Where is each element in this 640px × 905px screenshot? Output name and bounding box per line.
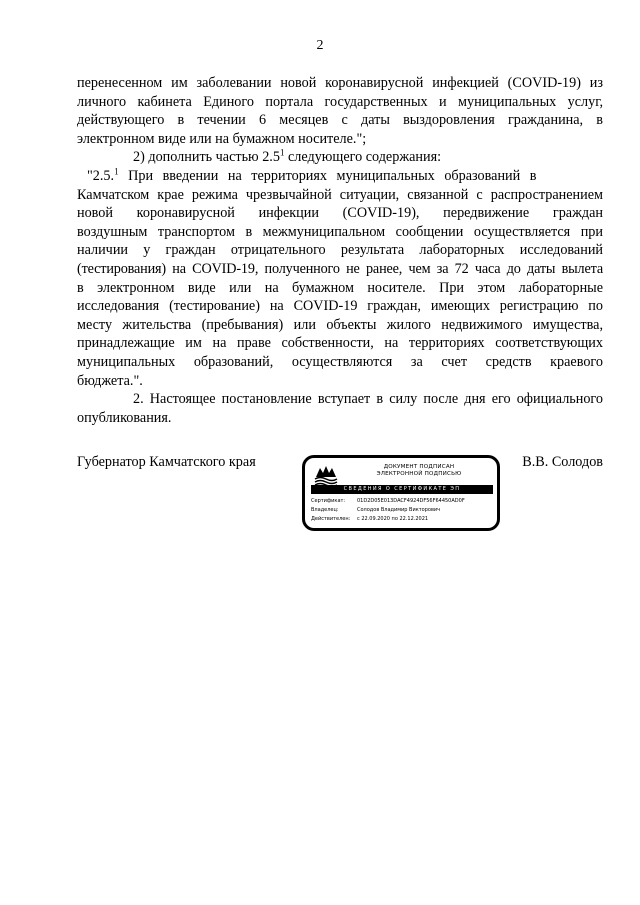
text-line: электронном виде или на бумажном носителе."; <box>77 130 367 147</box>
electronic-signature-stamp <box>302 455 500 531</box>
stamp-value: 01D2D05E013DACF4924DF56F64450AD0F <box>357 498 465 504</box>
stamp-label: Сертификат: <box>311 498 346 504</box>
stamp-title <box>345 464 493 478</box>
page-number: 2 <box>316 38 324 53</box>
text-fragment: "2.5. <box>87 167 115 184</box>
stamp-title-line: ДОКУМЕНТ ПОДПИСАН <box>383 464 455 470</box>
stamp-certificate-header: СВЕДЕНИЯ О СЕРТИФИКАТЕ ЭП <box>311 485 493 494</box>
signer-position: Губернатор Камчатского края <box>77 454 256 470</box>
signer-name: В.В. Солодов <box>522 454 603 470</box>
text-line <box>77 148 603 167</box>
stamp-label: Действителен: <box>311 516 351 522</box>
stamp-value: с 22.09.2020 по 22.12.2021 <box>357 516 429 522</box>
text-line: наличии у граждан отрицательного результата лабораторных исследований <box>77 242 603 259</box>
text-line: новой коронавирусной инфекции (COVID-19), передвижение граждан <box>77 205 603 222</box>
text-fragment: 2) дополнить частью 2.5 <box>133 149 280 166</box>
text-line: действующего в течении 6 месяцев с даты выздоровления гражданина, в <box>77 112 603 129</box>
text-fragment: При введении на территориях муниципальных образований в <box>118 167 537 184</box>
text-line: опубликования. <box>77 409 172 426</box>
text-line <box>77 167 603 186</box>
stamp-label: Владелец: <box>311 507 339 513</box>
text-line: в электронном виде или на бумажном носителе. При этом лабораторные <box>77 279 603 296</box>
text-line: муниципальных образований, осуществляются за счет средств краевого <box>77 353 603 370</box>
text-line: (тестирования) на COVID-19, полученного не ранее, чем за 72 часа до даты вылета <box>77 260 603 277</box>
stamp-title-line: ЭЛЕКТРОННОЙ ПОДПИСЬЮ <box>376 471 462 477</box>
superscript: 1 <box>114 166 119 177</box>
text-line: исследования (тестирование) на COVID-19 граждан, имеющих регистрацию по <box>77 298 603 315</box>
stamp-certificate-row <box>311 498 465 505</box>
text-line: перенесенном им заболевании новой коронавирусной инфекцией (COVID-19) из <box>77 75 603 91</box>
text-line: принадлежащие им на праве собственности, на территориях соответствующих <box>77 335 603 352</box>
superscript: 1 <box>279 147 285 158</box>
text-line: бюджета.". <box>77 372 143 389</box>
text-line: месту жительства (пребывания) или объекты жилого недвижимого имущества, <box>77 316 603 333</box>
text-line: Камчатском крае режима чрезвычайной ситуации, связанной с распространением <box>77 186 603 203</box>
stamp-value: Солодов Владимир Викторович <box>357 507 441 513</box>
text-line: 2. Настоящее постановление вступает в силу после дня его официального <box>133 391 603 408</box>
text-fragment: следующего содержания: <box>284 149 442 166</box>
stamp-owner-row <box>311 507 440 514</box>
text-line: воздушным транспортом в межмуниципальном сообщении осуществляется при <box>77 223 603 240</box>
stamp-validity-row <box>311 516 428 523</box>
text-line: личного кабинета Единого портала государственных и муниципальных услуг, <box>77 93 603 110</box>
document-body <box>77 74 603 427</box>
